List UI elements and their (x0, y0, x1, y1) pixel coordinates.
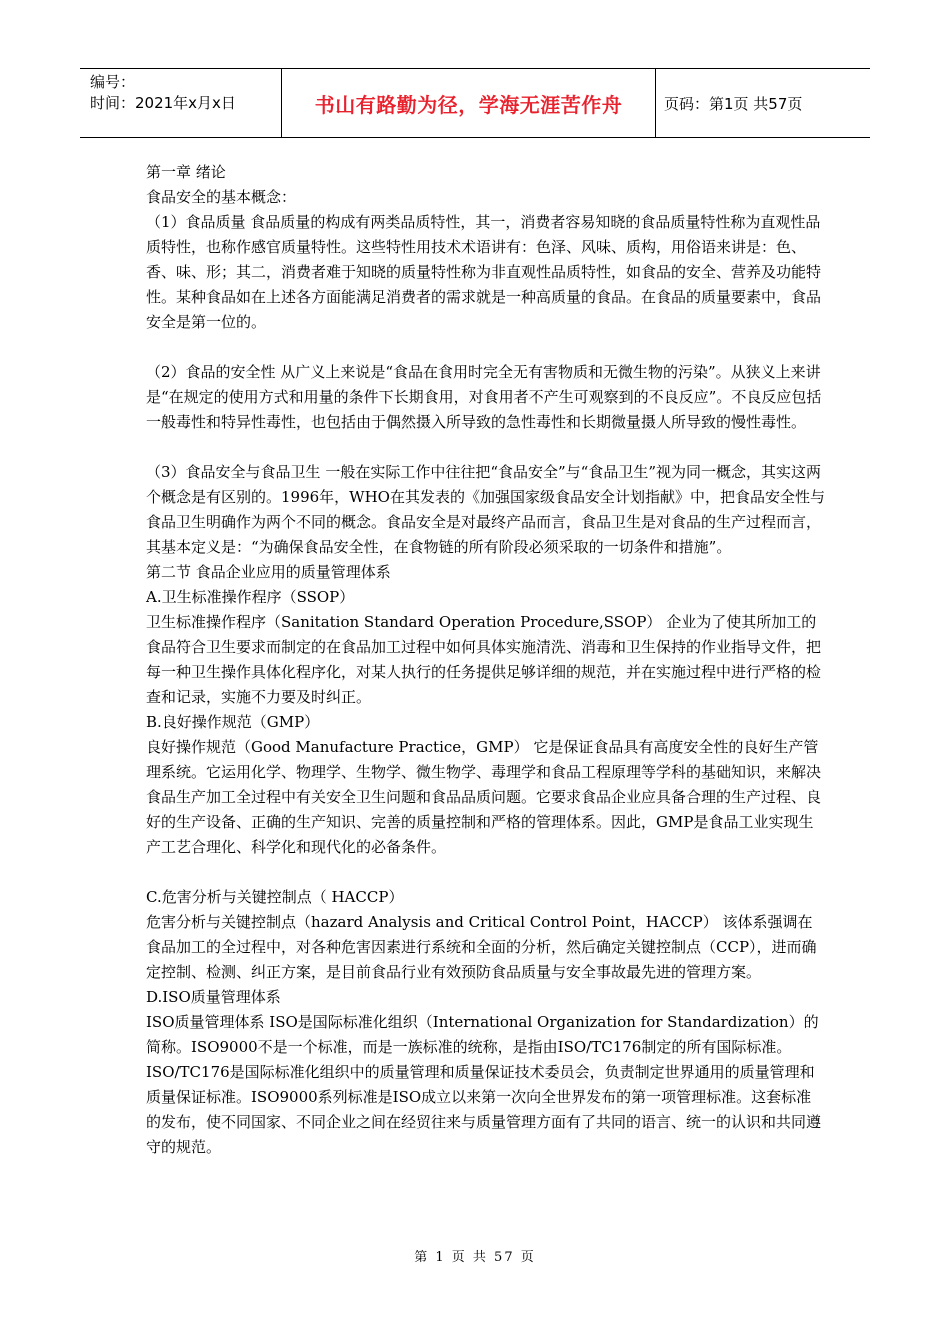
section-title: 第二节 食品企业应用的质量管理体系 (146, 563, 391, 581)
paragraph-spacer (146, 335, 826, 360)
chapter-title: 第一章 绪论 (146, 163, 226, 181)
paragraph-safety-vs-hygiene: （3）食品安全与食品卫生 一般在实际工作中往往把“食品安全”与“食品卫生”视为同一概念，其实这两个概念是有区别的。1996年，WHO在其发表的《加强国家级食品安全计划指献》中，把食品安全性与食品卫生明确作为两个不同的概念。食品安全是对最终产品而言，食品卫生是对食品的生产过程而言，其基本定义是：“为确保食品安全性，在食物链的所有阶段必须采取的一切条件和措施”。 (146, 463, 825, 556)
header-motto-cell (282, 69, 656, 137)
haccp-heading: C.危害分析与关键控制点（ HACCP） (146, 888, 404, 906)
document-date: 时间：2021年x月x日 (90, 94, 236, 112)
document-body (146, 160, 826, 1160)
paragraph-food-safety: （2）食品的安全性 从广义上来说是“食品在食用时完全无有害物质和无微生物的污染”。从狭义上来讲是“在规定的使用方式和用量的条件下长期食用，对食用者不产生可观察到的不良反应”。不良反应包括一般毒性和特异性毒性，也包括由于偶然摄入所导致的急性毒性和长期微量摄人所导致的慢性毒性。 (146, 363, 822, 431)
ssop-heading: A.卫生标准操作程序（SSOP） (146, 588, 355, 606)
header-left-cell (80, 69, 282, 137)
page-footer: 第 1 页 共 57 页 (414, 1250, 536, 1265)
paragraph-spacer (146, 435, 826, 460)
header-page-info: 页码：第1页 共57页 (664, 94, 803, 113)
gmp-paragraph: 良好操作规范（Good Manufacture Practice，GMP） 它是保证食品具有高度安全性的良好生产管理系统。它运用化学、物理学、生物学、微生物学、毒理学和食品工程原理等学科的基础知识，来解决食品生产加工全过程中有关安全卫生问题和食品品质问题。它要求食品企业应具备合理的生产过程、良好的生产设备、正确的生产知识、完善的质量控制和严格的管理体系。因此，GMP是食品工业实现生产工艺合理化、科学化和现代化的必备条件。 (146, 738, 822, 856)
gmp-heading: B.良好操作规范（GMP） (146, 713, 320, 731)
iso-paragraph: ISO质量管理体系 ISO是国际标准化组织（International Organization for Standardization）的简称。ISO9000不是一个标准，而是一族标准的统称，是指由ISO/TC176制定的所有国际标准。ISO/TC176是国际标准化组织中的质量管理和质量保证技术委员会，负责制定世界通用的质量管理和质量保证标准。ISO9000系列标准是ISO成立以来第一次向全世界发布的第一项管理标准。这套标准的发布，使不同国家、不同企业之间在经贸往来与质量管理方面有了共同的语言、统一的认识和共同遵守的规范。 (146, 1013, 822, 1156)
paragraph-spacer (146, 860, 826, 885)
concept-title: 食品安全的基本概念： (146, 188, 297, 206)
page-header (80, 68, 870, 138)
iso-heading: D.ISO质量管理体系 (146, 988, 281, 1006)
haccp-paragraph: 危害分析与关键控制点（hazard Analysis and Critical Control Point，HACCP） 该体系强调在食品加工的全过程中，对各种危害因素进行系统和全面的分析，然后确定关键控制点（CCP），进而确定控制、检测、纠正方案，是目前食品行业有效预防食品质量与安全事故最先进的管理方案。 (146, 913, 817, 981)
header-motto: 书山有路勤为径，学海无涯苦作舟 (314, 92, 623, 117)
paragraph-food-quality: （1）食品质量 食品质量的构成有两类品质特性，其一，消费者容易知晓的食品质量特性称为直观性品质特性，也称作感官质量特性。这些特性用技术术语讲有：色泽、风味、质构，用俗语来讲是：色、香、味、形；其二，消费者难于知晓的质量特性称为非直观性品质特性，如食品的安全、营养及功能特性。某种食品如在上述各方面能满足消费者的需求就是一种高质量的食品。在食品的质量要素中，食品安全是第一位的。 (146, 213, 822, 331)
header-page-cell (656, 69, 870, 137)
ssop-paragraph: 卫生标准操作程序（Sanitation Standard Operation Procedure,SSOP） 企业为了使其所加工的食品符合卫生要求而制定的在食品加工过程中如何具体实施清洗、消毒和卫生保持的作业指导文件，把每一种卫生操作具体化程序化，对某人执行的任务提供足够详细的规范，并在实施过程中进行严格的检查和记录，实施不力要及时纠正。 (146, 613, 822, 706)
document-number-label: 编号： (90, 73, 136, 91)
